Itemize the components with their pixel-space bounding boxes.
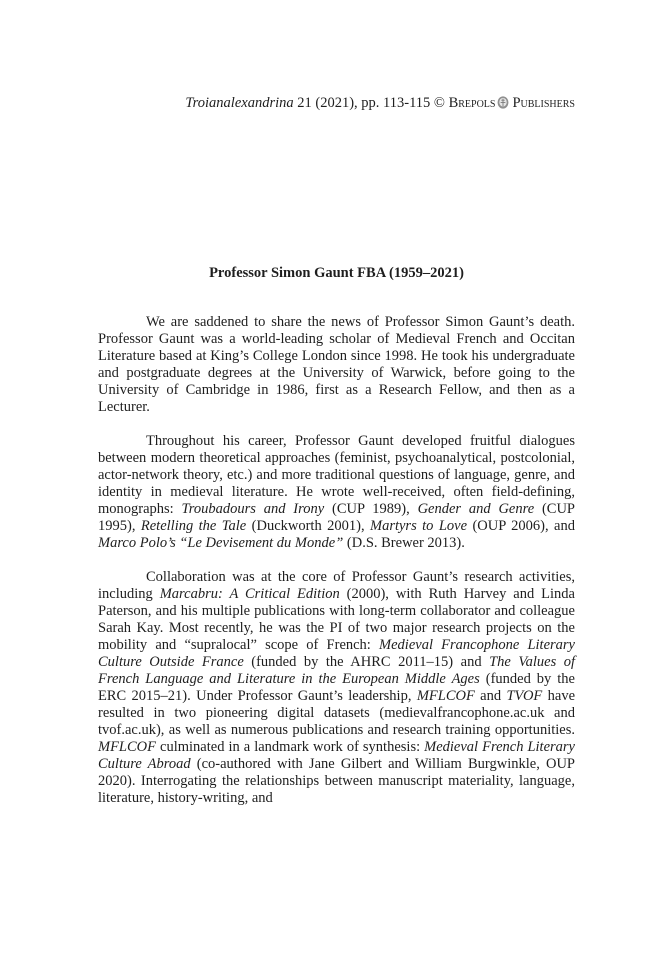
citation-info: 21 (2021), pp. 113-115 ©	[293, 95, 449, 111]
text-run: (OUP 2006), and	[467, 518, 575, 534]
running-head	[98, 95, 575, 112]
italic-text-run: Gender and Genre	[417, 501, 535, 517]
journal-title: Troianalexandrina	[185, 95, 294, 111]
publisher-name-brepols: Brepols	[448, 95, 496, 111]
text-run: (2000), with Ruth Harvey and Linda Paterson, and his multiple publications with long-term collaborator and colleague Sarah Kay. Most recently, he was the PI of two major research projects on the mobility and “supralocal” scope of French:	[98, 586, 575, 653]
text-run: (funded by the ERC 2015–21). Under Professor Gaunt’s leadership,	[98, 671, 575, 704]
paragraph	[98, 314, 575, 416]
text-run: (CUP 1995),	[98, 501, 575, 534]
italic-text-run: Retelling the Tale	[140, 518, 247, 534]
italic-text-run: TVOF	[506, 688, 543, 704]
italic-text-run: Marcabru: A Critical Edition	[159, 586, 340, 602]
text-run: (D.S. Brewer 2013).	[343, 535, 465, 551]
italic-text-run: Martyrs to Love	[370, 518, 468, 534]
italic-text-run: Troubadours and Irony	[181, 501, 325, 517]
italic-text-run: Medieval Francophone Literary Culture Outside France	[98, 637, 575, 670]
italic-text-run: MFLCOF	[416, 688, 475, 704]
text-run: (funded by the AHRC 2011–15) and	[243, 654, 490, 670]
text-run: have resulted in two pioneering digital datasets (medievalfrancophone.ac.uk and tvof.ac.uk), as well as numerous publications and research training opportunities.	[98, 688, 576, 738]
publisher-name-publishers: Publishers	[512, 95, 575, 111]
italic-text-run: The Values of French Language and Literature in the European Middle Ages	[98, 654, 575, 687]
text-run: culminated in a landmark work of synthesis:	[156, 739, 425, 755]
text-run: (Duckworth 2001),	[246, 518, 370, 534]
text-run: (CUP 1989),	[324, 501, 418, 517]
paragraph	[98, 569, 575, 807]
text-run: Throughout his career, Professor Gaunt developed fruitful dialogues between modern theoretical approaches (feminist, psychoanalytical, postcolonial, actor-network theory, etc.) and more traditional questions of language, genre, and identity in medieval literature. He wrote well-received, often field-defining, monographs:	[98, 433, 575, 517]
article-body	[98, 314, 575, 807]
text-run: (co-authored with Jane Gilbert and William Burgwinkle, OUP 2020). Interrogating the relationships between manuscript materiality, language, literature, history-writing, and	[98, 756, 575, 806]
text-run: and	[474, 688, 507, 704]
italic-text-run: Marco Polo’s “Le Devisement du Monde”	[98, 535, 344, 551]
italic-text-run: MFLCOF	[98, 739, 156, 755]
text-run: We are saddened to share the news of Professor Simon Gaunt’s death. Professor Gaunt was a world-leading scholar of Medieval French and Occitan Literature based at King’s College London since 1998. He took his undergraduate and postgraduate degrees at the University of Warwick, before going to the University of Cambridge in 1986, first as a Research Fellow, and then as a Lecturer.	[98, 314, 575, 415]
article-title: Professor Simon Gaunt FBA (1959–2021)	[209, 265, 464, 281]
italic-text-run: Medieval French Literary Culture Abroad	[98, 739, 575, 772]
paragraph	[98, 433, 575, 552]
brepols-printer-mark-icon	[497, 96, 509, 109]
text-run: Collaboration was at the core of Professor Gaunt’s research activities, including	[98, 569, 575, 602]
